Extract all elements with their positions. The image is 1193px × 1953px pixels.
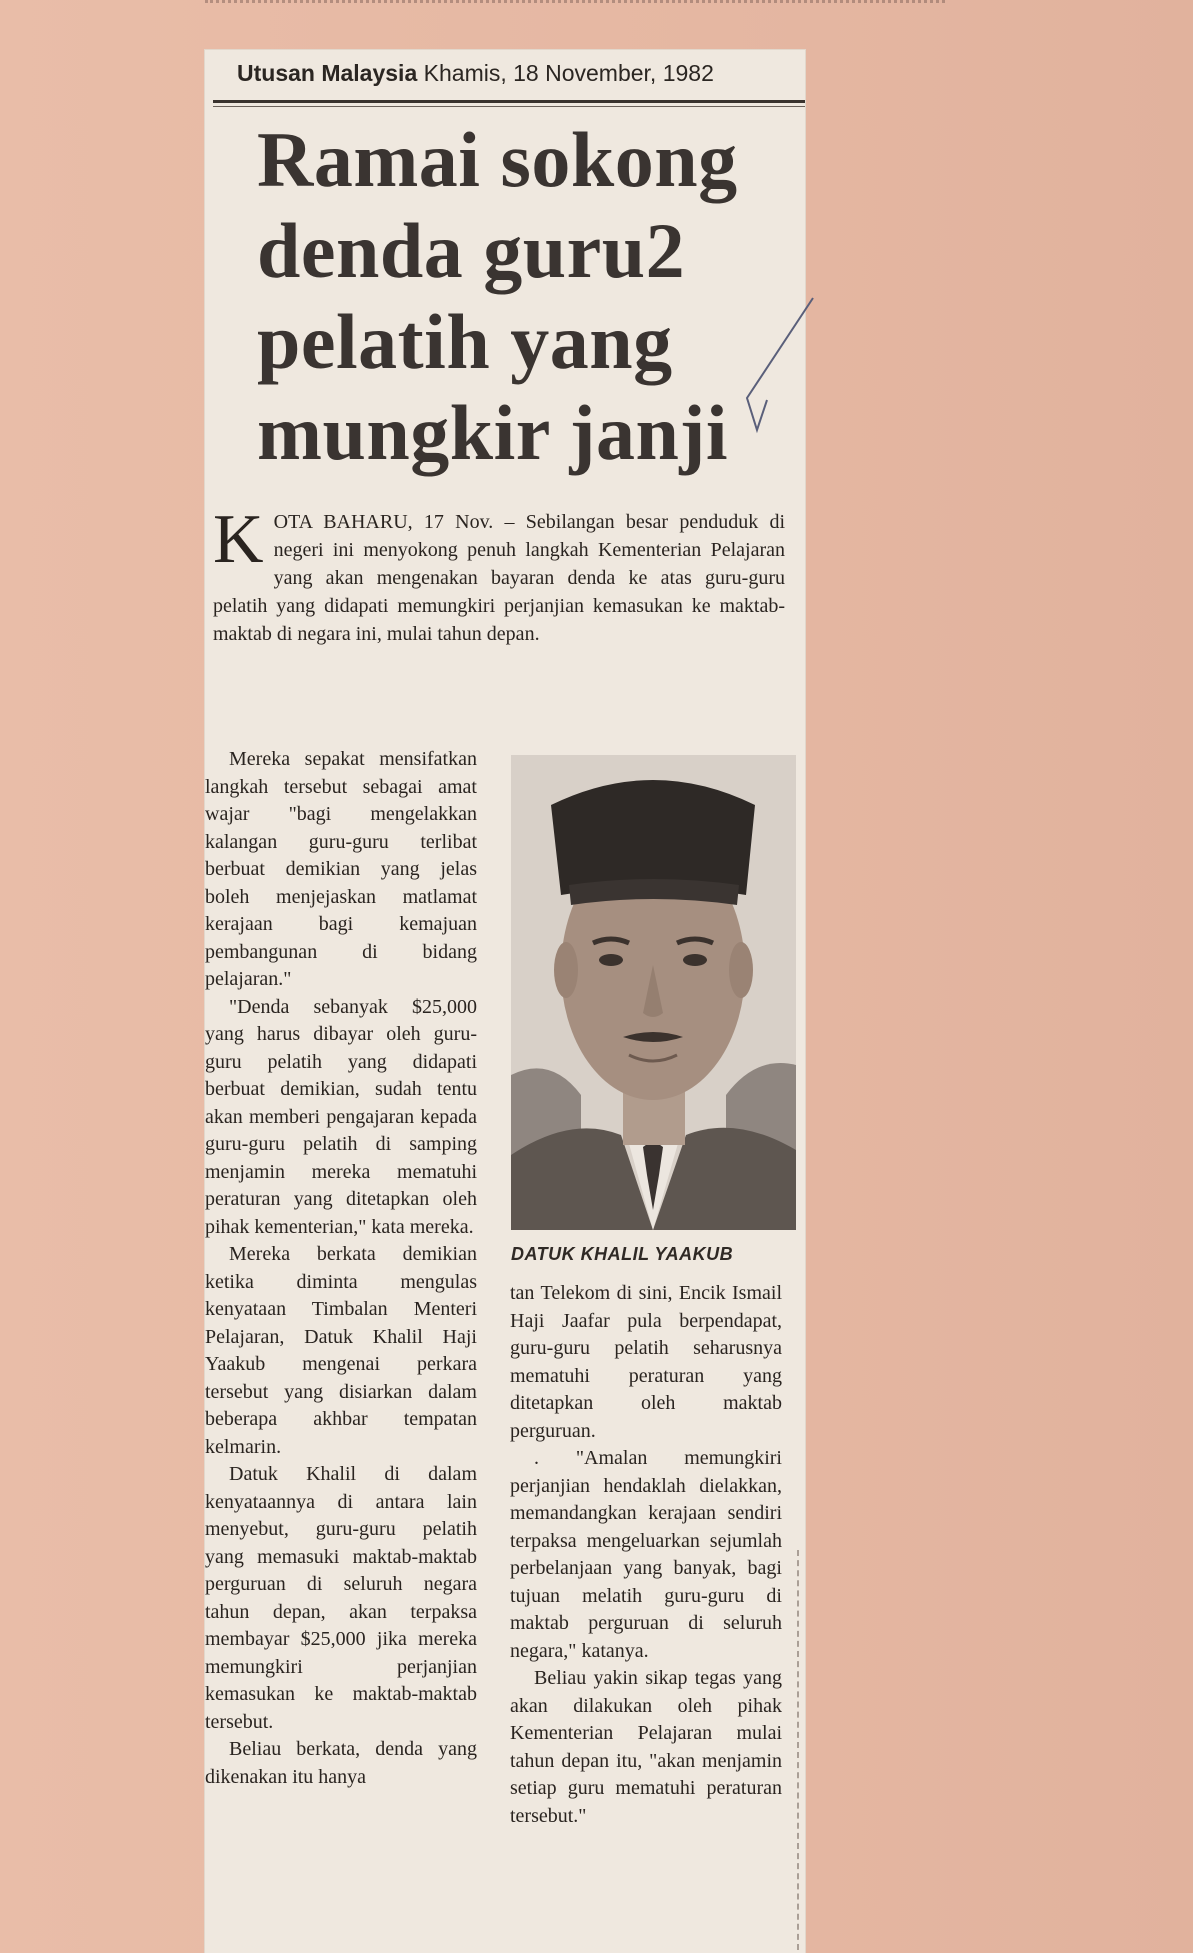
- drop-cap: K: [213, 501, 264, 578]
- pen-tick-mark: [675, 290, 815, 480]
- paragraph: tan Telekom di sini, Encik Ismail Haji Jaafar pula berpendapat, guru-guru pelatih seharusnya mematuhi peraturan yang ditetapkan oleh maktab perguruan.: [510, 1282, 782, 1442]
- column-cut-line: [797, 1550, 801, 1950]
- lead-text: OTA BAHARU, 17 Nov. – Sebilangan besar penduduk di negeri ini menyokong penuh langkah Kementerian Pelajaran yang akan mengenakan bayaran denda ke atas guru-guru pelatih yang didapati memungkiri perjanjian kemasukan ke maktab-maktab di negara ini, mulai tahun depan.: [213, 511, 785, 645]
- newspaper-clipping: [205, 50, 805, 1953]
- paragraph: . "Amalan memungkiri perjanjian hendaklah dielakkan, memandangkan kerajaan sendiri terpaksa mengeluarkan sejumlah perbelanjaan yang banyak, bagi tujuan melatih guru-guru di maktab perguruan di seluruh negara," katanya.: [510, 1447, 782, 1662]
- column-left: [205, 746, 477, 1791]
- paragraph: Mereka berkata demikian ketika diminta mengulas kenyataan Timbalan Menteri Pelajaran, Datuk Khalil Haji Yaakub mengenai perkara tersebut yang disiarkan dalam beberapa akhbar tempatan kelmarin.: [205, 1243, 477, 1458]
- masthead: [237, 60, 797, 94]
- paragraph: Mereka sepakat mensifatkan langkah tersebut sebagai amat wajar "bagi mengelakkan kalangan guru-guru terlibat berbuat demikian yang jelas boleh menjejaskan matlamat kerajaan bagi kemajuan pembangunan di bidang pelajaran.": [205, 748, 477, 990]
- column-right: [510, 1280, 782, 1830]
- headline-line-1: Ramai sokong: [257, 116, 738, 203]
- top-dotted-strip: [205, 0, 945, 9]
- publication-date: Khamis, 18 November, 1982: [423, 60, 714, 86]
- paragraph: "Denda sebanyak $25,000 yang harus dibayar oleh guru-guru pelatih yang didapati berbuat demikian, sudah tentu akan memberi pengajaran kepada guru-guru pelatih di samping menjamin mereka mematuhi peraturan yang ditetapkan oleh pihak kementerian," kata mereka.: [205, 995, 477, 1238]
- publication-name: Utusan Malaysia: [237, 60, 418, 86]
- paragraph: Datuk Khalil di dalam kenyataannya di antara lain menyebut, guru-guru pelatih yang memasuki maktab-maktab perguruan di seluruh negara tahun depan, akan terpaksa membayar $25,000 jika mereka memungkiri perjanjian kemasukan ke maktab-maktab tersebut.: [205, 1463, 477, 1733]
- portrait-photo: [511, 755, 796, 1230]
- masthead-rule: [213, 100, 805, 103]
- paragraph: Beliau yakin sikap tegas yang akan dilakukan oleh pihak Kementerian Pelajaran mulai tahun depan itu, "akan menjamin setiap guru mematuhi peraturan tersebut.": [510, 1667, 782, 1827]
- paragraph: Beliau berkata, denda yang dikenakan itu hanya: [205, 1738, 477, 1788]
- headline-line-4: mungkir janji: [257, 389, 728, 476]
- photo-caption: DATUK KHALIL YAAKUB: [511, 1244, 734, 1264]
- headline-line-3: pelatih yang: [257, 298, 673, 385]
- lead-paragraph: [213, 501, 785, 648]
- headline-line-2: denda guru2: [257, 207, 686, 294]
- masthead-rule-thin: [213, 106, 805, 107]
